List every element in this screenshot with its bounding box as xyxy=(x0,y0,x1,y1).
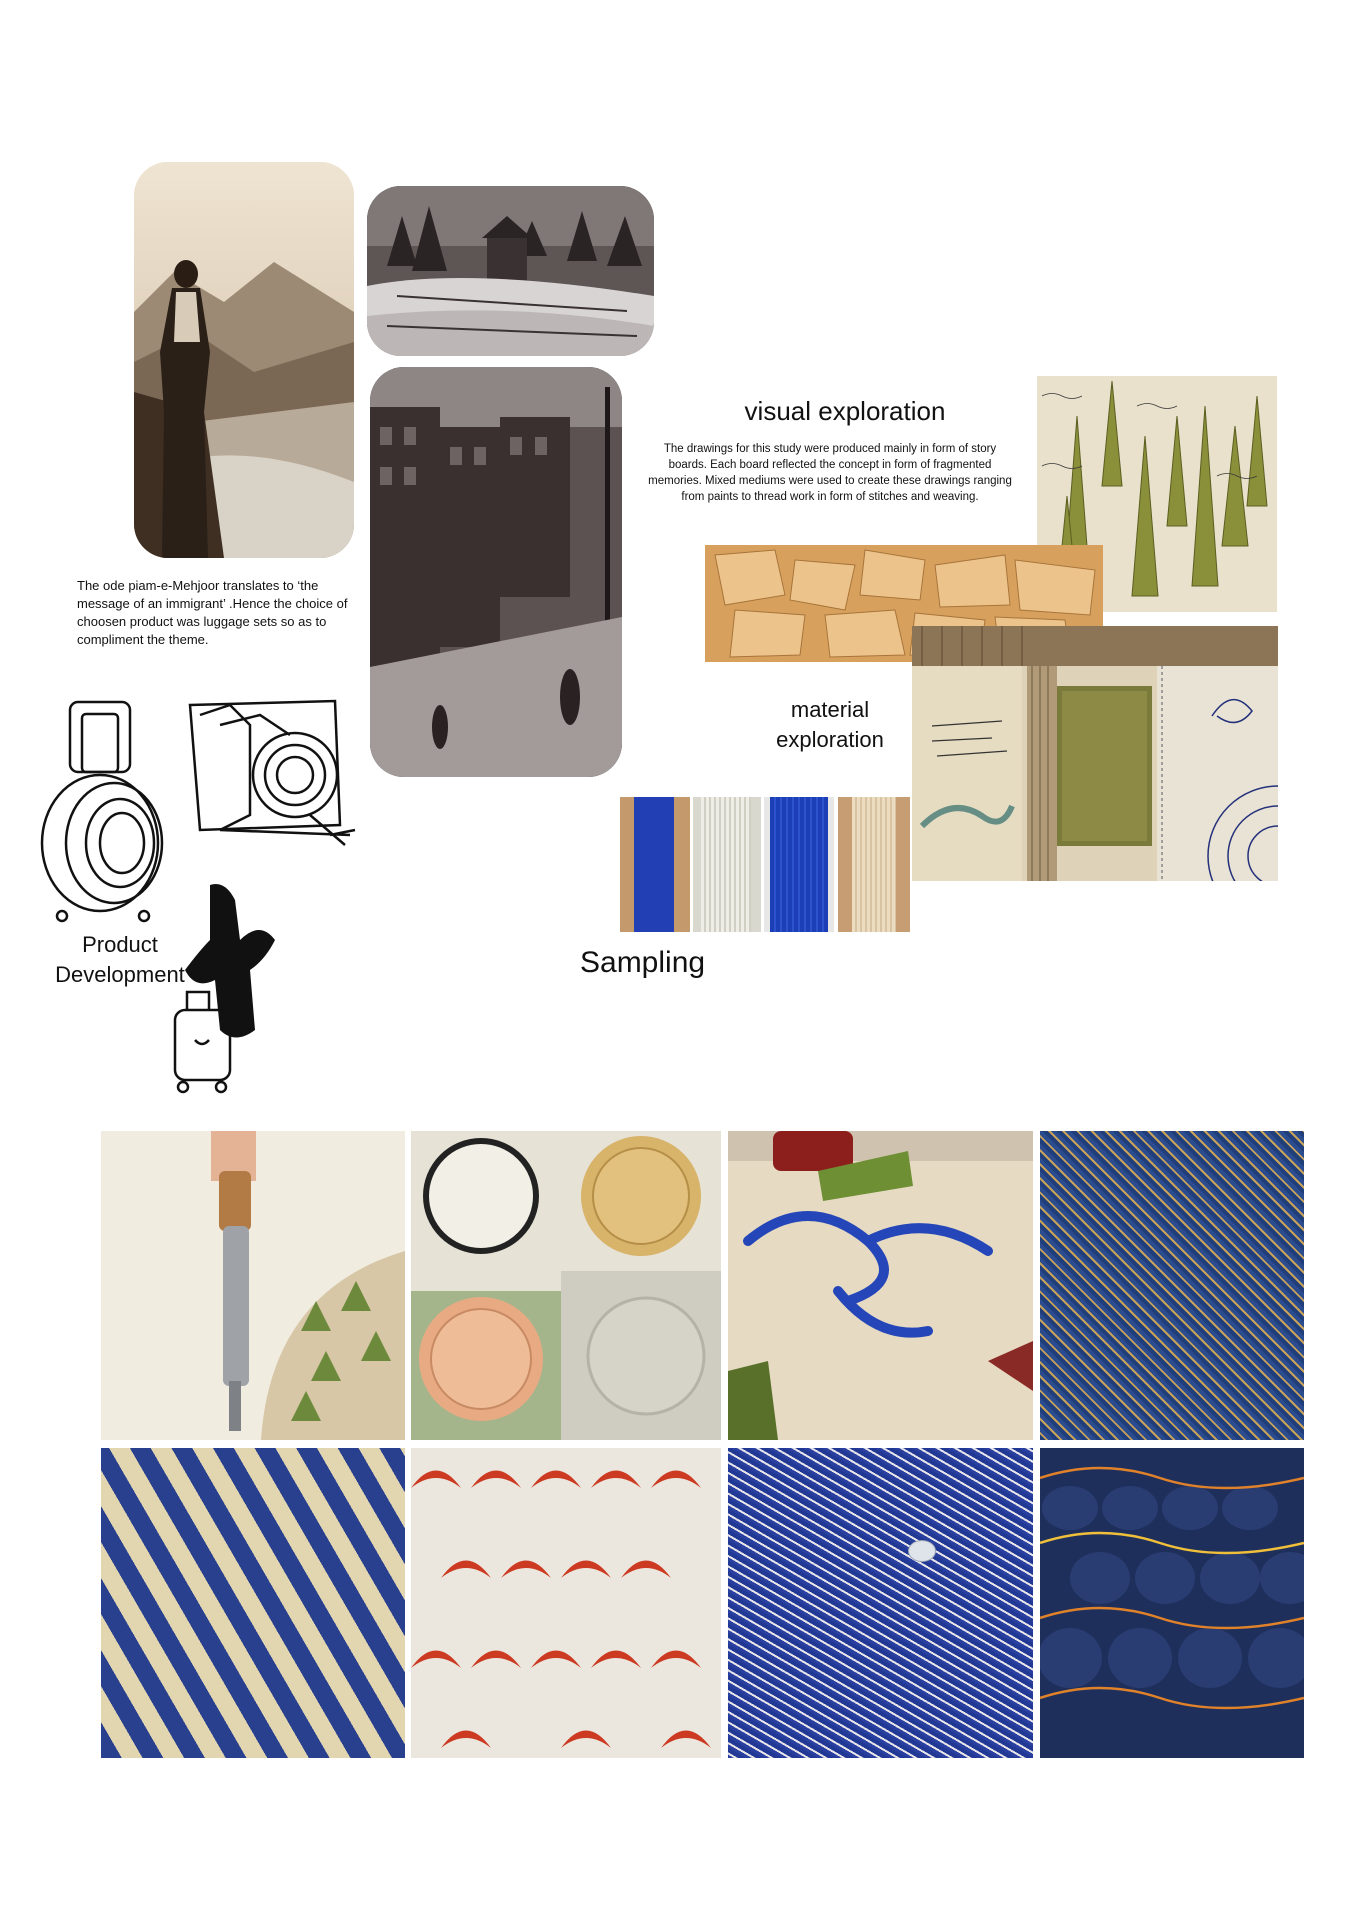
photo-red-white-feather-weave xyxy=(411,1448,721,1758)
photo-hand-heat-tool-on-fabric xyxy=(101,1131,405,1440)
vintage-photo-man-by-river xyxy=(134,162,354,558)
visual-exploration-heading: visual exploration xyxy=(744,396,946,426)
sample-strip-white-thread xyxy=(693,797,761,932)
product-description-text: The ode piam-e-Mehjoor translates to ‘the message of an immigrant’ .Hence the choice of choosen product was luggage sets so as to compliment the theme. xyxy=(77,578,348,647)
photo-quilted-denim xyxy=(1040,1448,1304,1758)
traveller-with-luggage-illustration xyxy=(165,880,295,1100)
photo-blue-gold-woven-texture xyxy=(1040,1131,1304,1440)
button-detail xyxy=(908,1540,936,1562)
photo-blue-cream-chevron-weave xyxy=(101,1448,405,1758)
material-exploration-heading xyxy=(745,695,915,755)
sampling-heading: Sampling xyxy=(580,946,706,979)
luggage-sketch xyxy=(32,698,182,923)
camera-sketch xyxy=(180,695,360,850)
photo-blue-tweed-with-button xyxy=(728,1448,1033,1758)
photo-blue-embroidery-with-spool xyxy=(728,1131,1033,1440)
sample-strip-cobalt-weave xyxy=(764,797,834,932)
visual-exploration-text: The drawings for this study were produced mainly in form of story boards. Each board reflected the concept in form of fragmented memories. Mixed mediums were used to create these drawings ranging from paints to thread work in form of stitches and weaving. xyxy=(648,443,1012,503)
material-exploration-heading-line1: material xyxy=(790,697,870,722)
material-exploration-heading-line2: exploration xyxy=(776,727,884,752)
sample-strip-cream-on-kraft xyxy=(838,797,910,932)
vintage-photo-town-street xyxy=(370,367,622,777)
mixed-media-board xyxy=(912,626,1278,881)
product-development-heading-line2: Development xyxy=(55,962,185,987)
sample-strip-blue-on-kraft xyxy=(620,797,690,932)
vintage-photo-snowy-village xyxy=(367,186,654,356)
photo-clock-face-molds xyxy=(411,1131,721,1440)
product-development-heading-line1: Product xyxy=(82,932,158,957)
